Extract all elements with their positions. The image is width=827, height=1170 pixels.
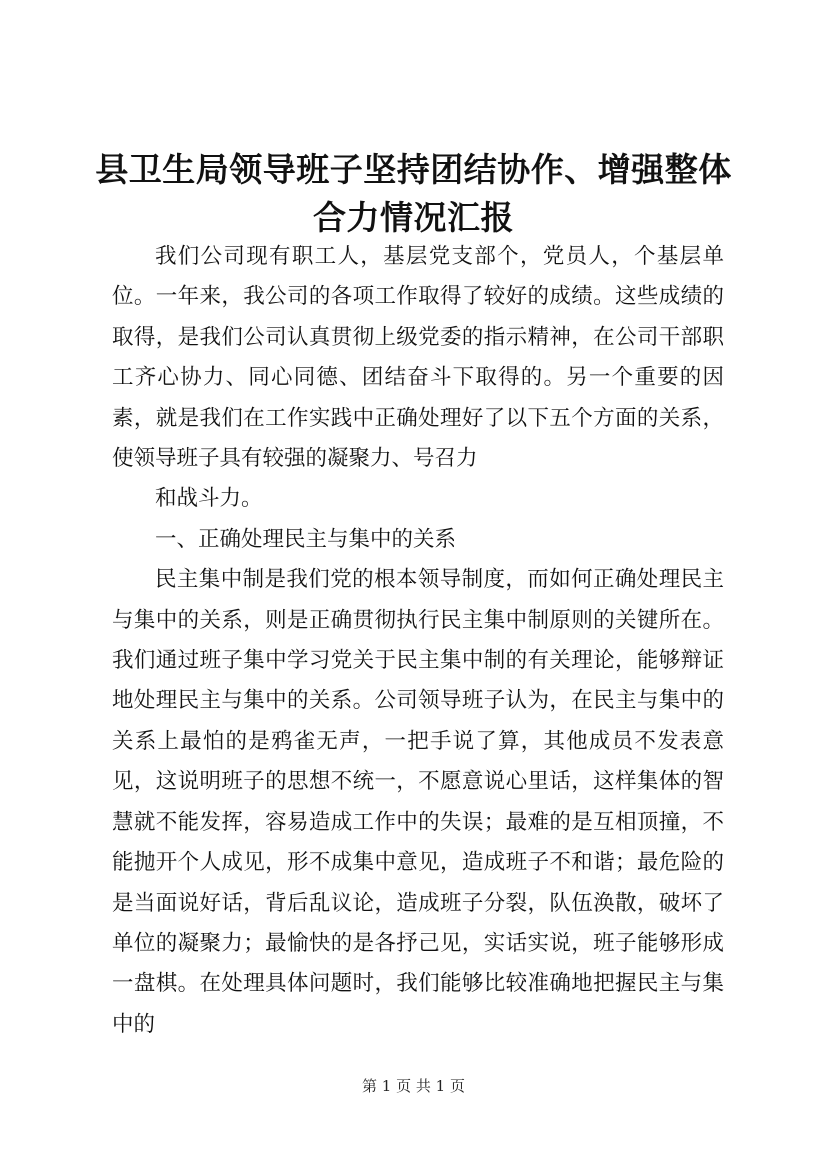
paragraph-section-1: 民主集中制是我们党的根本领导制度，而如何正确处理民主与集中的关系，则是正确贯彻执行民主集中制原则的关键所在。我们通过班子集中学习党关于民主集中制的有关理论，能够辩证地处理民主与集中的关系。公司领导班子认为，在民主与集中的关系上最怕的是鸦雀无声，一把手说了算，其他成员不发表意见，这说明班子的思想不统一，不愿意说心里话，这样集体的智慧就不能发挥，容易造成工作中的失误；最难的是互相顶撞，不能抛开个人成见，形不成集中意见，造成班子不和谐；最危险的是当面说好话，背后乱议论，造成班子分裂，队伍涣散，破坏了单位的凝聚力；最愉快的是各抒己见，实话实说，班子能够形成一盘棋。在处理具体问题时，我们能够比较准确地把握民主与集中的: [112, 567, 724, 1037]
page-number-footer: 第 1 页 共 1 页: [362, 1077, 465, 1095]
paragraph-intro: 我们公司现有职工人，基层党支部个，党员人，个基层单位。一年来，我公司的各项工作取得了较好的成绩。这些成绩的取得，是我们公司认真贯彻上级党委的指示精神，在公司干部职工齐心协力、同心同德、团结奋斗下取得的。另一个重要的因素，就是我们在工作实践中正确处理好了以下五个方面的关系，使领导班子具有较强的凝聚力、号召力: [112, 244, 724, 472]
document-body: [112, 237, 724, 1045]
section-heading-1: 一、正确处理民主与集中的关系: [155, 526, 457, 552]
paragraph-intro-continued: 和战斗力。: [155, 486, 263, 512]
document-title: 县卫生局领导班子坚持团结协作、增强整体合力情况汇报: [95, 150, 732, 237]
